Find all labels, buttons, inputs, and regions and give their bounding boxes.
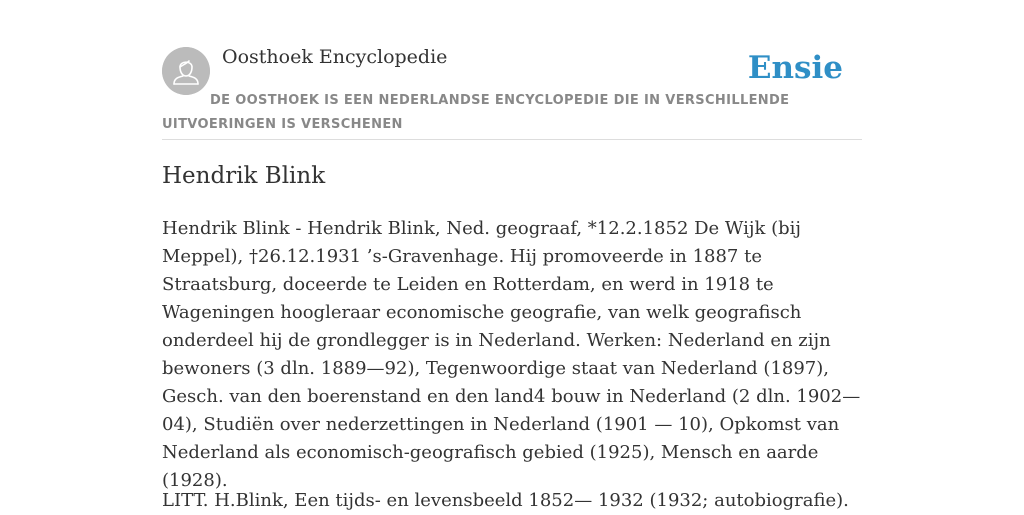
article-literature: LITT. H.Blink, Een tijds- en levensbeeld 1852— 1932 (1932; autobiografie). xyxy=(162,490,849,511)
avatar[interactable] xyxy=(162,47,210,95)
site-header xyxy=(162,0,862,140)
page-container xyxy=(162,0,862,511)
user-icon xyxy=(162,47,210,95)
article-body: Hendrik Blink - Hendrik Blink, Ned. geograaf, *12.2.1852 De Wijk (bij Meppel), †26.12.1931 ’s-Gravenhage. Hij promoveerde in 1887 te Straatsburg, doceerde te Leiden en Rotterdam, en werd in 1918 te Wageningen hoogleraar economische geografie, van welk geografisch onderdeel hij de grondlegger is in Nederland. Werken: Nederland en zijn bewoners (3 dln. 1889—92), Tegenwoordige staat van Nederland (1897), Gesch. van den boerenstand en den land4 bouw in Nederland (2 dln. 1902—04), Studiën over nederzettingen in Nederland (1901 — 10), Opkomst van Nederland als economisch-geografisch gebied (1925), Mensch en aarde (1928). xyxy=(162,218,861,491)
brand-logo[interactable]: Ensie xyxy=(747,50,843,86)
site-tagline: DE OOSTHOEK IS EEN NEDERLANDSE ENCYCLOPEDIE DIE IN VERSCHILLENDE UITVOERINGEN IS VERSCHENEN xyxy=(162,93,790,132)
site-title-link[interactable]: Oosthoek Encyclopedie xyxy=(222,46,448,68)
article-title: Hendrik Blink xyxy=(162,163,326,189)
